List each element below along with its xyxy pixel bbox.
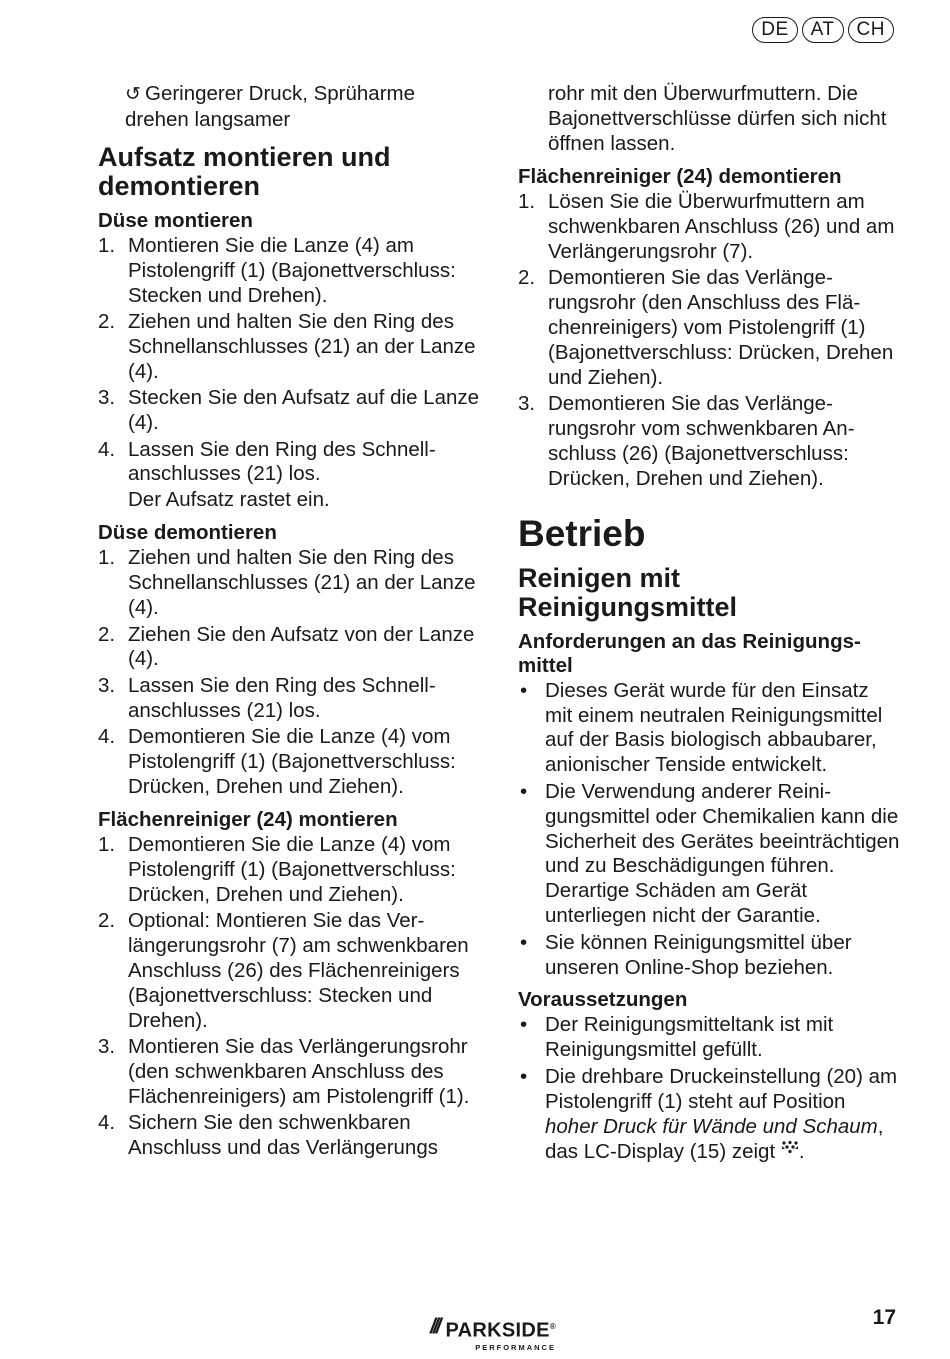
country-badge-de: DE (752, 17, 797, 43)
country-badge-ch: CH (848, 17, 894, 43)
subheading-prerequisites: Voraussetzungen (518, 988, 688, 1012)
list-item: • Sie können Reinigungsmittel über unseren Online-Shop beziehen. (520, 930, 852, 979)
steps-surface-cleaner-dismount (518, 190, 900, 492)
brand-name: PARKSIDE (445, 1319, 550, 1342)
list-item: • Der Reinigungsmitteltank ist mit Reinigungsmittel gefüllt. (520, 1013, 834, 1062)
foam-spray-icon (781, 1140, 799, 1165)
pressure-note-text: Geringerer Druck, Sprüharme drehen langsamer (125, 82, 416, 131)
country-badges (752, 17, 894, 43)
step-continuation: rohr mit den Überwurfmuttern. Die Bajonettverschlüsse dürfen sich nicht öffnen lassen. (548, 82, 887, 155)
pressure-note (98, 82, 480, 133)
chapter-title: Betrieb (518, 512, 646, 554)
list-item: 1. Montieren Sie die Lanze (4) am Pistolengriff (1) (Bajonettverschluss: Stecken und Drehen). (98, 233, 456, 307)
subheading-nozzle-mount: Düse montieren (98, 208, 253, 232)
list-item: 3. Montieren Sie das Verlängerungsrohr (den schwenkbaren Anschluss des Flächenreinigers) am Pistolengriff (1). (98, 1035, 470, 1108)
list-item: • Dieses Gerät wurde für den Einsatz mit einem neutralen Reinigungsmittel auf der Basis biologisch abbaubarer, anionischer Tenside entwickelt. (520, 678, 883, 777)
list-item: 2. Demontieren Sie das Verlängerungsrohr (den Anschluss des Flächenreinigers) vom Pistolengriff (1) (Bajonettverschluss: Drücken, Drehen und Ziehen). (518, 265, 894, 389)
section-title-cleaning-agent: Reinigen mit Reinigungsmittel (518, 562, 738, 622)
brand-sub: PERFORMANCE (475, 1342, 556, 1352)
country-badge-at: AT (802, 17, 844, 43)
bullets-requirements (518, 679, 900, 981)
list-item: 2. Ziehen und halten Sie den Ring des Schnellanschlusses (21) an der Lanze (4). (98, 310, 476, 383)
list-item: 1. Ziehen und halten Sie den Ring des Schnellanschlusses (21) an der Lanze (4). (98, 546, 476, 620)
list-item: 1. Demontieren Sie die Lanze (4) vom Pistolengriff (1) (Bajonettverschluss: Drücken, Drehen und Ziehen). (98, 832, 456, 906)
parkside-logo (430, 1316, 556, 1352)
steps-surface-cleaner-mount (98, 833, 480, 1161)
right-column (518, 82, 900, 1166)
list-item: • Die drehbare Druckeinstellung (20) am Pistolengriff (1) steht auf Position hoher Druck für Wände und Schaum, das LC-Display (15) zeigt . (518, 1065, 900, 1165)
list-item: 4. Demontieren Sie die Lanze (4) vom Pistolengriff (1) (Bajonettverschluss: Drücken, Drehen und Ziehen). (98, 725, 456, 798)
list-item: 3. Demontieren Sie das Verlängerungsrohr vom schwenkbaren Anschluss (26) (Bajonettverschluss: Drücken, Drehen und Ziehen). (518, 391, 855, 490)
subheading-requirements: Anforderungen an das Reinigungsmittel (518, 629, 861, 677)
step-result: Der Aufsatz rastet ein. (128, 488, 330, 512)
list-item: 3. Lassen Sie den Ring des Schnellanschlusses (21) los. (98, 673, 436, 722)
logo-stripes-icon: /// (430, 1315, 439, 1338)
list-item: 2. Ziehen Sie den Aufsatz von der Lanze (4). (98, 622, 475, 671)
list-item: 2. Optional: Montieren Sie das Verlängerungsrohr (7) am schwenkbaren Anschluss (26) des Flächenreinigers (Bajonettverschluss: Stecken und Drehen). (98, 909, 469, 1032)
steps-nozzle-mount (98, 234, 480, 513)
list-item: 3. Stecken Sie den Aufsatz auf die Lanze (4). (98, 386, 480, 435)
setting-name: hoher Druck für Wände und Schaum (545, 1114, 878, 1138)
rotate-left-icon: ↺ (125, 84, 141, 105)
brand-mark: ® (549, 1322, 556, 1331)
subheading-surface-cleaner-dismount: Flächenreiniger (24) demontieren (518, 164, 842, 188)
list-item: 1. Lösen Sie die Überwurfmuttern am schwenkbaren Anschluss (26) und am Verlängerungsrohr (7). (518, 189, 895, 263)
list-item: 4. Lassen Sie den Ring des Schnellanschlusses (21) los. Der Aufsatz rastet ein. (98, 438, 480, 514)
steps-nozzle-dismount (98, 546, 480, 800)
section-title-attachment: Aufsatz montieren und demontieren (98, 141, 391, 201)
subheading-nozzle-dismount: Düse demontieren (98, 521, 277, 545)
left-column (98, 82, 480, 1163)
page-number: 17 (872, 1306, 896, 1329)
list-item: • Die Verwendung anderer Reinigungsmittel oder Chemikalien kann die Sicherheit des Gerätes beeinträchtigen und zu Beschädigungen führen. Derartige Schäden am Gerät unterliegen nicht der Garantie. (520, 779, 900, 928)
bullets-prerequisites (518, 1013, 900, 1164)
list-item: 4. Sichern Sie den schwenkbaren Anschluss und das Verlängerungs (98, 1111, 438, 1160)
subheading-surface-cleaner-mount: Flächenreiniger (24) montieren (98, 807, 398, 831)
